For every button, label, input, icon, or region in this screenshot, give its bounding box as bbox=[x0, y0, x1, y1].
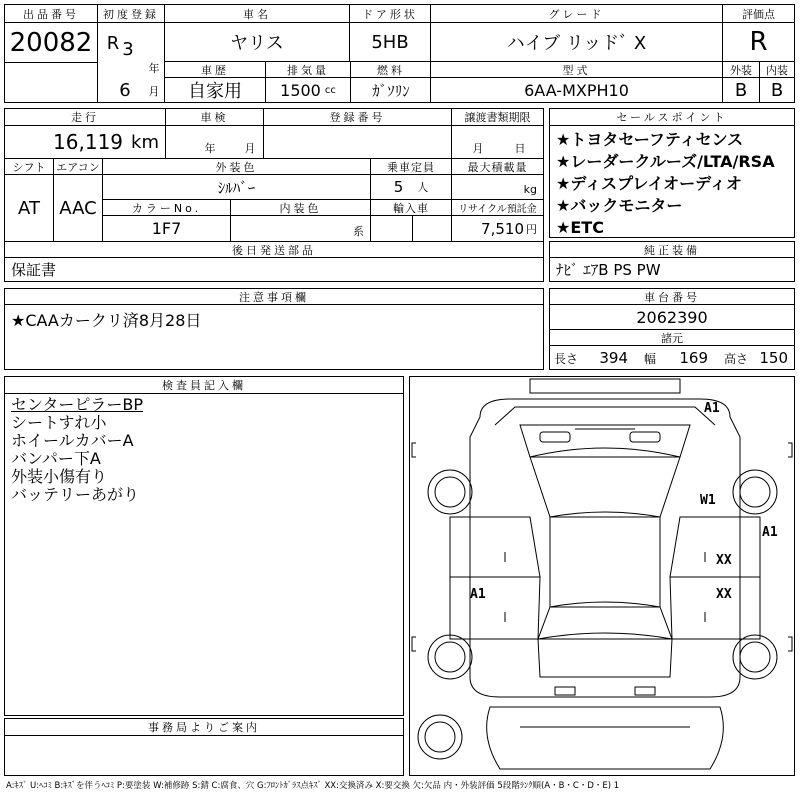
office-label: 事務局よりご案内 bbox=[5, 719, 403, 736]
color-label: 外装色 bbox=[103, 159, 370, 175]
history: 自家用 bbox=[188, 81, 242, 102]
sales-point: ★トヨタセーフティセンス bbox=[556, 130, 744, 149]
fuel-label: 燃料 bbox=[351, 62, 431, 78]
load-label: 最大積載量 bbox=[452, 159, 543, 175]
sales-point: ★ディスプレイオーディオ bbox=[556, 174, 742, 193]
score: R bbox=[749, 27, 768, 57]
inspection-year-unit: 年 bbox=[204, 142, 216, 155]
later-item: 保証書 bbox=[11, 261, 57, 279]
grade: ハイブ リッドﾞ X bbox=[506, 33, 647, 54]
recycle-label: リサイクル預託金 bbox=[452, 200, 543, 216]
shift: AT bbox=[18, 197, 40, 219]
recycle: 7,510 bbox=[481, 219, 524, 238]
capacity: 5 bbox=[393, 178, 404, 196]
reg-month-unit: 月 bbox=[148, 85, 160, 98]
intcolor-label: 内装色 bbox=[231, 200, 370, 216]
sales-point: ★ETC bbox=[556, 218, 604, 237]
spec-label: 諸元 bbox=[550, 330, 794, 346]
ac: AAC bbox=[59, 197, 97, 219]
grade-label: グレード bbox=[431, 5, 722, 23]
model-code: 6AA-MXPH10 bbox=[524, 80, 629, 100]
reg-month: 6 bbox=[119, 80, 131, 100]
inspector-note: ホイールカバーA bbox=[11, 431, 134, 450]
lot-label: 出品番号 bbox=[5, 5, 97, 23]
width: 169 bbox=[679, 349, 708, 367]
mileage: 16,119 bbox=[53, 130, 124, 154]
inspector-label: 検査員記入欄 bbox=[5, 377, 403, 394]
chassis-number: 2062390 bbox=[636, 307, 708, 327]
cc-unit: cc bbox=[324, 84, 336, 96]
capacity-label: 乗車定員 bbox=[371, 159, 451, 175]
car-name: ヤリス bbox=[230, 33, 284, 54]
ac-label: エアコン bbox=[54, 159, 102, 175]
length-label: 長さ bbox=[554, 351, 579, 366]
name-label: 車名 bbox=[165, 5, 349, 23]
reg-year-unit: 年 bbox=[148, 62, 160, 75]
inspector-notes bbox=[5, 396, 403, 516]
caution-text: ★CAAカークリ済8月28日 bbox=[11, 310, 202, 330]
transfer-label: 譲渡書類期限 bbox=[452, 109, 543, 126]
inspector-note: バッテリーあがり bbox=[11, 485, 140, 504]
ext-grade: B bbox=[734, 79, 748, 101]
damage-mark: A1 bbox=[470, 587, 486, 602]
height: 150 bbox=[759, 349, 788, 367]
person-unit: 人 bbox=[417, 181, 429, 194]
car-diagram bbox=[409, 376, 795, 776]
width-label: 幅 bbox=[644, 351, 657, 366]
door-type: 5HB bbox=[371, 31, 409, 53]
fuel: ｶﾞｿﾘﾝ bbox=[372, 81, 410, 100]
mileage-label: 走行 bbox=[5, 109, 165, 126]
damage-mark: XX bbox=[716, 587, 732, 602]
door-label: ドア形状 bbox=[350, 5, 430, 23]
regno-label: 登録番号 bbox=[264, 109, 451, 126]
transfer-month-unit: 月 bbox=[472, 142, 484, 155]
ext-label: 外装 bbox=[723, 62, 759, 78]
damage-mark: A1 bbox=[704, 401, 720, 416]
int-label: 内装 bbox=[760, 62, 794, 78]
reg-era: R bbox=[106, 32, 120, 54]
length: 394 bbox=[599, 349, 628, 367]
inspection-label: 車検 bbox=[166, 109, 263, 126]
legend-text: A:ｷｽﾞ U:ﾍｺﾐ B:ｷｽﾞを伴うﾍｺﾐ P:要塗装 W:補修跡 S:錆 C:腐食、穴 G:ﾌﾛﾝﾄｶﾞﾗｽ点ｷｽﾞ XX:交換済み X:要交換 欠:欠品 内・外装評価 5段階ﾗﾝｸ順(A・B・C・D・E) 1 bbox=[6, 781, 620, 791]
damage-mark: W1 bbox=[700, 493, 716, 508]
history-label: 車歴 bbox=[165, 62, 265, 78]
car-outline-diagram bbox=[410, 377, 794, 775]
inspector-note: バンパー下A bbox=[11, 449, 101, 468]
km-unit: km bbox=[131, 131, 159, 153]
import-label: 輸入車 bbox=[371, 200, 451, 216]
kg-unit: kg bbox=[523, 182, 537, 196]
int-grade: B bbox=[770, 79, 784, 101]
inspection-month-unit: 月 bbox=[244, 142, 256, 155]
sales-point: ★レーダークルーズ/LTA/RSA bbox=[556, 152, 775, 171]
inspector-note: シートすれ小 bbox=[11, 413, 107, 432]
reg-year: 3 bbox=[122, 38, 134, 60]
shift-label: シフト bbox=[5, 159, 53, 175]
reg-label: 初度登録 bbox=[98, 5, 164, 23]
colorno-label: カラーNo. bbox=[103, 200, 230, 216]
equipment-value: ﾅﾋﾞ ｴｱB PS PW bbox=[556, 261, 661, 279]
height-label: 高さ bbox=[724, 351, 749, 366]
score-label: 評価点 bbox=[723, 5, 794, 23]
color: ｼﾙﾊﾞｰ bbox=[217, 178, 256, 197]
lot-number: 20082 bbox=[9, 28, 93, 58]
sys-unit: 系 bbox=[353, 225, 364, 238]
equipment-label: 純正装備 bbox=[550, 242, 794, 258]
later-label: 後日発送部品 bbox=[5, 242, 543, 258]
damage-mark: XX bbox=[716, 553, 732, 568]
model-label: 型式 bbox=[431, 62, 722, 78]
damage-mark: A1 bbox=[762, 525, 778, 540]
sales-label: セールスポイント bbox=[550, 109, 794, 126]
sales-points-list bbox=[550, 127, 794, 237]
colorno: 1F7 bbox=[151, 219, 182, 238]
displacement: 1500 bbox=[280, 80, 321, 100]
sales-point: ★バックモニター bbox=[556, 196, 683, 215]
transfer-day-unit: 日 bbox=[514, 142, 526, 155]
chassis-label: 車台番号 bbox=[550, 289, 794, 305]
inspector-note: センターピラーBP bbox=[11, 395, 143, 414]
yen-unit: 円 bbox=[526, 222, 537, 236]
inspector-note: 外装小傷有り bbox=[11, 467, 108, 486]
displacement-label: 排気量 bbox=[266, 62, 350, 78]
caution-label: 注意事項欄 bbox=[5, 289, 543, 305]
